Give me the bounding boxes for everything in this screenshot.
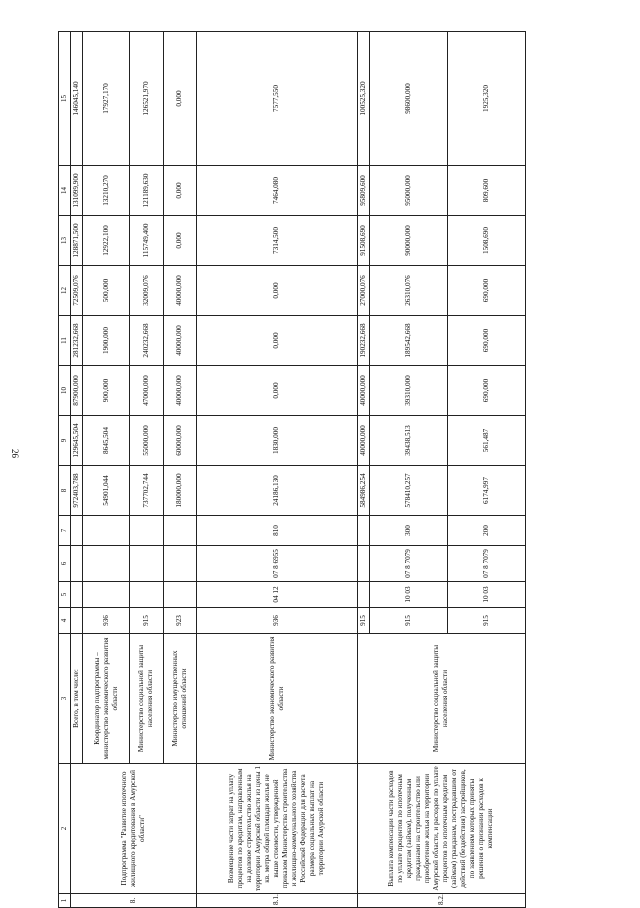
value-cell: 584986,254 xyxy=(357,466,369,516)
value-cell: 131099,900 xyxy=(71,166,83,216)
value-cell: 1508,690 xyxy=(447,216,525,266)
value-cell: 32009,076 xyxy=(130,266,163,316)
value-cell: 578410,257 xyxy=(369,466,447,516)
value-cell: 95000,000 xyxy=(369,166,447,216)
cell xyxy=(83,582,130,608)
cell xyxy=(71,582,83,608)
value-cell: 40000,000 xyxy=(163,266,196,316)
cell xyxy=(71,546,83,582)
value-cell: 189542,668 xyxy=(369,316,447,366)
value-cell: 1900,000 xyxy=(83,316,130,366)
header-cell: 5 xyxy=(59,582,71,608)
value-cell: 0,000 xyxy=(196,266,357,316)
code-cell: 10 03 xyxy=(369,582,447,608)
cell xyxy=(357,582,369,608)
row-number: 8. xyxy=(71,894,197,908)
value-cell: 95809,600 xyxy=(357,166,369,216)
value-cell: 6174,997 xyxy=(447,466,525,516)
code-cell: 915 xyxy=(357,608,369,634)
total-label: Всего, в том числе: xyxy=(71,634,83,764)
cell xyxy=(357,546,369,582)
value-cell: 7314,500 xyxy=(196,216,357,266)
code-cell: 936 xyxy=(83,608,130,634)
header-row xyxy=(59,32,71,908)
value-cell: 281232,668 xyxy=(71,316,83,366)
cell xyxy=(71,608,83,634)
value-cell: 121189,630 xyxy=(130,166,163,216)
code-cell: 07 8 7079 xyxy=(447,546,525,582)
value-cell: 13210,270 xyxy=(83,166,130,216)
cell xyxy=(163,582,196,608)
code-cell: 300 xyxy=(369,516,447,546)
code-cell: 923 xyxy=(163,608,196,634)
value-cell: 0,000 xyxy=(163,166,196,216)
value-cell: 8645,504 xyxy=(83,416,130,466)
value-cell: 809,600 xyxy=(447,166,525,216)
value-cell: 0,000 xyxy=(163,32,196,166)
header-cell: 13 xyxy=(59,216,71,266)
header-cell: 3 xyxy=(59,634,71,764)
responsible-executor: Министерство социальной защиты населения области xyxy=(357,634,525,764)
value-cell: 240232,668 xyxy=(130,316,163,366)
cell xyxy=(163,546,196,582)
value-cell: 39438,513 xyxy=(369,416,447,466)
value-cell: 1830,000 xyxy=(196,416,357,466)
value-cell: 190232,668 xyxy=(357,316,369,366)
code-cell: 915 xyxy=(447,608,525,634)
value-cell: 40000,000 xyxy=(163,316,196,366)
code-cell: 07 8 7079 xyxy=(369,546,447,582)
header-cell: 15 xyxy=(59,32,71,166)
value-cell: 561,487 xyxy=(447,416,525,466)
code-cell: 915 xyxy=(130,608,163,634)
value-cell: 87900,000 xyxy=(71,366,83,416)
value-cell: 26310,076 xyxy=(369,266,447,316)
value-cell: 972403,788 xyxy=(71,466,83,516)
value-cell: 0,000 xyxy=(196,316,357,366)
value-cell: 98600,000 xyxy=(369,32,447,166)
value-cell: 0,000 xyxy=(196,366,357,416)
header-cell: 2 xyxy=(59,764,71,894)
value-cell: 40000,000 xyxy=(163,366,196,416)
code-cell: 936 xyxy=(196,608,357,634)
value-cell: 39310,000 xyxy=(369,366,447,416)
table-rotated-container xyxy=(58,32,526,908)
value-cell: 7464,080 xyxy=(196,166,357,216)
value-cell: 40000,000 xyxy=(357,416,369,466)
page-number: 26 xyxy=(10,449,20,458)
value-cell: 146045,140 xyxy=(71,32,83,166)
value-cell: 737702,744 xyxy=(130,466,163,516)
row-number: 8.1. xyxy=(196,894,357,908)
value-cell: 90000,000 xyxy=(369,216,447,266)
table-row xyxy=(71,32,83,908)
cell xyxy=(163,516,196,546)
value-cell: 55000,000 xyxy=(130,416,163,466)
value-cell: 17927,170 xyxy=(83,32,130,166)
value-cell: 40000,000 xyxy=(357,366,369,416)
responsible-executor: Министерство имущественных отношений области xyxy=(163,634,196,764)
table-row xyxy=(196,32,357,908)
header-cell: 9 xyxy=(59,416,71,466)
cell xyxy=(130,516,163,546)
code-cell: 200 xyxy=(447,516,525,546)
value-cell: 12922,100 xyxy=(83,216,130,266)
cell xyxy=(130,582,163,608)
value-cell: 900,000 xyxy=(83,366,130,416)
cell xyxy=(83,546,130,582)
value-cell: 47000,000 xyxy=(130,366,163,416)
value-cell: 690,000 xyxy=(447,316,525,366)
subprogram-name: Подпрограмма "Развитие ипотечного жилищного кредитования в Амурской области" xyxy=(71,764,197,894)
table-row xyxy=(357,32,369,908)
header-cell: 10 xyxy=(59,366,71,416)
value-cell: 1925,320 xyxy=(447,32,525,166)
row-number: 8.2. xyxy=(357,894,525,908)
value-cell: 60000,000 xyxy=(163,416,196,466)
value-cell: 91508,690 xyxy=(357,216,369,266)
value-cell: 129645,504 xyxy=(71,416,83,466)
measure-name: Возмещение части затрат на уплату процентов по кредитам, направленным на долевое строительство жилья на территории Амурской области из цены 1 кв. метра общей площади жилья не выше стоимости, утвержденной приказом Министерства строительства и жилищно-коммунального хозяйства Российской Федерации для расчета размера социальных выплат на территории Амурской области xyxy=(196,764,357,894)
code-cell: 915 xyxy=(369,608,447,634)
responsible-executor: Министерство экономического развития области xyxy=(196,634,357,764)
value-cell: 7577,550 xyxy=(196,32,357,166)
cell xyxy=(71,516,83,546)
value-cell: 27000,076 xyxy=(357,266,369,316)
header-cell: 7 xyxy=(59,516,71,546)
measure-name: Выплата компенсации части расходов по уплате процентов по ипотечным кредитам (займам), полученным гражданами на строительство или приобретение жилья на территории Амурской области, и расходов по уплате процентов по ипотечным кредитам (займам) гражданам, пострадавшим от действий (бездействия) застройщиков, по заявлениям которых приняты решения о признании расходов к компенсации xyxy=(357,764,525,894)
value-cell: 100525,320 xyxy=(357,32,369,166)
value-cell: 690,000 xyxy=(447,266,525,316)
value-cell: 126521,970 xyxy=(130,32,163,166)
code-cell: 10 03 xyxy=(447,582,525,608)
value-cell: 0,000 xyxy=(163,216,196,266)
value-cell: 24186,130 xyxy=(196,466,357,516)
code-cell: 07 8 6955 xyxy=(196,546,357,582)
value-cell: 690,000 xyxy=(447,366,525,416)
cell xyxy=(83,516,130,546)
program-funding-table xyxy=(58,31,526,908)
value-cell: 115749,400 xyxy=(130,216,163,266)
value-cell: 54901,044 xyxy=(83,466,130,516)
code-cell: 810 xyxy=(196,516,357,546)
value-cell: 72509,076 xyxy=(71,266,83,316)
responsible-executor: Министерство социальной защиты населения области xyxy=(130,634,163,764)
header-cell: 12 xyxy=(59,266,71,316)
value-cell: 128871,500 xyxy=(71,216,83,266)
cell xyxy=(357,516,369,546)
header-cell: 1 xyxy=(59,894,71,908)
header-cell: 4 xyxy=(59,608,71,634)
header-cell: 8 xyxy=(59,466,71,516)
header-cell: 6 xyxy=(59,546,71,582)
value-cell: 180000,000 xyxy=(163,466,196,516)
value-cell: 500,000 xyxy=(83,266,130,316)
header-cell: 11 xyxy=(59,316,71,366)
code-cell: 04 12 xyxy=(196,582,357,608)
responsible-executor: Координатор подпрограммы – министерство экономического развития области xyxy=(83,634,130,764)
header-cell: 14 xyxy=(59,166,71,216)
cell xyxy=(130,546,163,582)
